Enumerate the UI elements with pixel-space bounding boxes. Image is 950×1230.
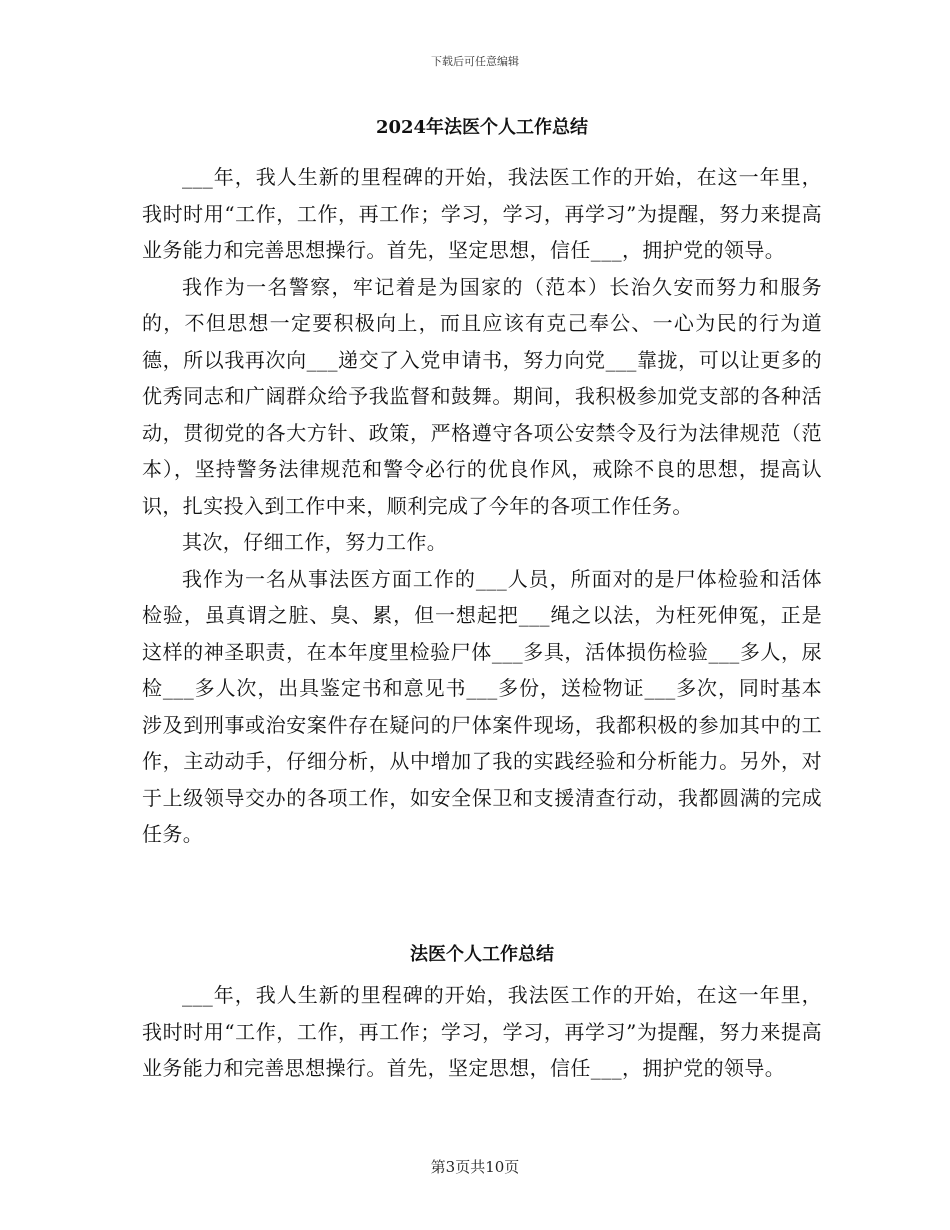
paragraph-1: ___年，我人生新的里程碑的开始，我法医工作的开始，在这一年里，我时时用“工作，工作，再工作；学习，学习，再学习”为提醒，努力来提高业务能力和完善思想操行。首先，坚定思想，信任___，拥护党的领导。: [142, 165, 822, 262]
paragraph-3: 其次，仔细工作，努力工作。: [182, 530, 448, 554]
paragraph-2: 我作为一名警察，牢记着是为国家的（范本）长治久安而努力和服务的，不但思想一定要积极向上，而且应该有克己奉公、一心为民的行为道德，所以我再次向___递交了入党申请书，努力向党___靠拢，可以让更多的优秀同志和广阔群众给予我监督和鼓舞。期间，我积极参加党支部的各种活动，贯彻党的各大方针、政策，严格遵守各项公安禁令及行为法律规范（范本），坚持警务法律规范和警令必行的优良作风，戒除不良的思想，提高认识，扎实投入到工作中来，顺利完成了今年的各项工作任务。: [142, 274, 822, 518]
header-note: 下载后可任意编辑: [431, 55, 519, 68]
section-subtitle: 法医个人工作总结: [410, 944, 554, 965]
paragraph-4: 我作为一名从事法医方面工作的___人员，所面对的是尸体检验和活体检验，虽真谓之脏、臭、累，但一想起把___绳之以法，为枉死伸冤，正是这样的神圣职责，在本年度里检验尸体___多具，活体损伤检验___多人，尿检___多人次，出具鉴定书和意见书___多份，送检物证___多次，同时基本涉及到刑事或治安案件存在疑问的尸体案件现场，我都积极的参加其中的工作，主动动手，仔细分析，从中增加了我的实践经验和分析能力。另外，对于上级领导交办的各项工作，如安全保卫和支援清查行动，我都圆满的完成任务。: [142, 566, 822, 846]
page-number: 第3页共10页: [430, 1158, 520, 1176]
sub-section: [142, 977, 822, 1087]
document-title: 2024年法医个人工作总结: [375, 117, 589, 138]
document-body: [142, 113, 822, 1080]
sub-paragraph-1: ___年，我人生新的里程碑的开始，我法医工作的开始，在这一年里，我时时用“工作，工作，再工作；学习，学习，再学习”为提醒，努力来提高业务能力和完善思想操行。首先，坚定思想，信任___，拥护党的领导。: [142, 983, 822, 1080]
main-section: [142, 159, 822, 853]
